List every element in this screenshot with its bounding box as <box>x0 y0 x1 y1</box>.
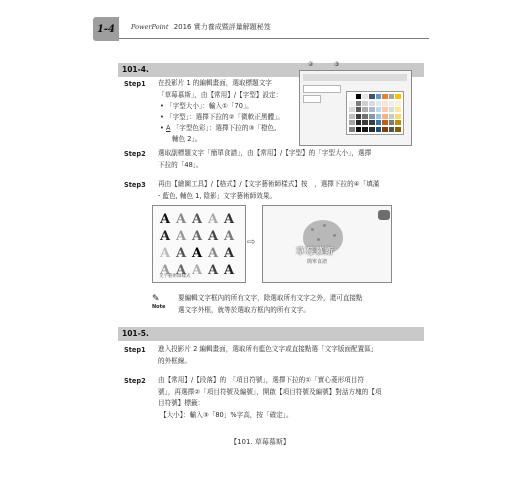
wordart-style: A <box>191 263 203 278</box>
section-heading-101-5: 101-5. <box>118 327 424 341</box>
wordart-style: A <box>175 263 187 278</box>
wordart-style: A <box>207 212 219 227</box>
arrow-right-icon: ⇨ <box>247 237 256 248</box>
wordart-style: A <box>223 246 235 261</box>
list-item: • 「字型」：選擇下拉的②「微軟正黑體」。 <box>160 113 284 121</box>
result-slide-screenshot <box>262 205 392 283</box>
ribbon-toolbar <box>303 74 407 81</box>
list-item: • 「字型大小」：輸入①「70」。 <box>160 102 253 110</box>
font-name-field <box>303 85 341 93</box>
step-label: Step2 <box>124 150 146 158</box>
book-title: 2016 實力養成暨評量解題秘笈 <box>173 23 271 31</box>
wordart-style: A <box>223 263 235 278</box>
wordart-style: A <box>175 212 187 227</box>
step-label: Step1 <box>124 80 146 88</box>
wordart-style: A <box>191 246 203 261</box>
wordart-style: A <box>159 246 171 261</box>
list-item: 【大小】：輸入③「80」%字高，按「確定」。 <box>160 411 293 419</box>
font-size-field <box>303 95 321 103</box>
wordart-style: A <box>175 229 187 244</box>
header-divider <box>119 38 429 39</box>
chapter-number: 1-4 <box>96 23 116 35</box>
wordart-style: A <box>223 229 235 244</box>
wordart-style: A <box>159 263 171 278</box>
wordart-style: A <box>207 246 219 261</box>
wordart-gallery-screenshot <box>152 205 246 283</box>
font-settings-screenshot <box>299 61 412 146</box>
font-color-icon: A <box>166 124 171 132</box>
list-item: 輔色 2」。 <box>172 135 202 143</box>
wordart-style: A <box>159 212 171 227</box>
step-text: 進入投影片 2 編輯畫面，選取所有藍色文字或直接點選「文字版面配置區」 的外框線。 <box>158 345 378 365</box>
note-text: 要編輯文字框內的所有文字，除選取所有文字之外，還可直接點 選文字外框，就等於選取方框內的所有文字。 <box>178 294 363 314</box>
decorative-image <box>378 210 390 220</box>
step-text: 選取副標題文字「簡單食譜」，由【常用】/【字型】的「字型大小」，選擇 下拉的「48」。 <box>158 149 372 169</box>
step-text: 由【常用】/【段落】的 「項目符號」，選擇下拉的①「實心菱形項目符 號」，再選擇②「項目符號及編號」，開啟【項目符號及編號】對話方塊的【項 目符號】標籤： <box>158 376 382 407</box>
step-text: 再由【繪圖工具】/【格式】/【文字藝術師樣式】按 ，選擇下拉的④「填滿 - 藍色, 輔色 1, 陰影」文字藝術師效果。 <box>158 180 380 200</box>
wordart-style: A <box>207 263 219 278</box>
callout-marker: ③ <box>334 61 340 68</box>
page-header-title <box>131 22 271 32</box>
step-label: Step3 <box>124 181 146 189</box>
step-label: Step2 <box>124 377 146 385</box>
slide-subtitle: 簡單食譜 <box>307 259 328 265</box>
wordart-style: A <box>207 229 219 244</box>
wordart-hint: 文字藝術師樣式 <box>159 274 191 279</box>
slide-title-wordart: 草莓慕斯 <box>296 247 335 257</box>
page-footer: 【101. 草莓慕斯】 <box>230 438 290 446</box>
wordart-style: A <box>159 229 171 244</box>
note-icon: ✎ Note <box>152 294 166 310</box>
chapter-badge <box>93 17 119 41</box>
wordart-style: A <box>191 229 203 244</box>
callout-marker: ② <box>308 61 314 68</box>
color-palette <box>346 91 404 135</box>
bullet-list <box>160 101 284 145</box>
list-item: • A 「字型色彩」：選擇下拉的③「橙色, <box>160 124 277 132</box>
brand-logo-text: PowerPoint <box>131 23 169 31</box>
wordart-style: A <box>175 246 187 261</box>
wordart-style: A <box>191 212 203 227</box>
wordart-style: A <box>223 212 235 227</box>
wordart-style-grid <box>157 212 237 278</box>
section-heading-101-4: 101-4. <box>118 63 424 77</box>
step-text: 在投影片 1 的編輯畫面，選取標題文字 「草莓慕斯」，由【常用】/【字型】設定： <box>158 79 283 99</box>
step-label: Step1 <box>124 346 146 354</box>
